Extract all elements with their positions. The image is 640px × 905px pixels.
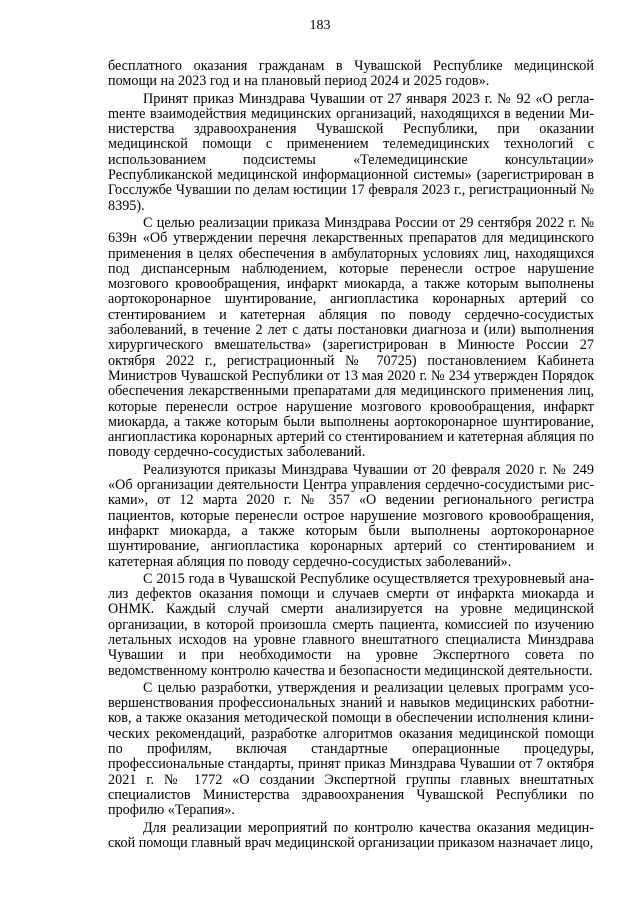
paragraph-defect-analysis: С 2015 года в Чувашской Республике осуществляется трехуровневый анализ дефектов оказания помощи и случаев смерти от инфаркта миокарда и ОНМК. Каждый случай смерти анализируется на уровне медицинской организации, в которой произошла смерть пациента, комиссией по изучению летальных исходов на уровне главного внештатного специалиста Минздрава Чувашии и при необходимости на уровне Экспертного совета по ведомственному контролю качества и безопасности медицинской деятельности.: [108, 570, 594, 679]
paragraph-order-92: Принят приказ Минздрава Чувашии от 27 января 2023 г. № 92 «О реглаmенте взаимодействия медицинских организаций, находящихся в ведении Министерства здравоохранения Чувашской Республики, при оказании медицинской помощи с применением телемедицинских технологий с использованием подсистемы «Телемедицинские консультации» Республиканской медицинской информационной системы» (зарегистрирован в Госслужбе Чувашии по делам юстиции 17 февраля 2023 г., регистрационный № 8395).: [108, 90, 594, 214]
paragraph-order-639n: С целью реализации приказа Минздрава России от 29 сентября 2022 г. № 639н «Об утверждении перечня лекарственных препаратов для медицинского применения в целях обеспечения в амбулаторных условиях лиц, находящихся под диспансерным наблюдением, которые перенесли острое нарушение мозгового кровообращения, инфаркт миокарда, а также которым выполнены аортокоронарное шунтирование, ангиопластика коронарных артерий со стентированием и катетерная абляция по поводу сердечно-сосудистых заболеваний, в течение 2 лет с даты постановки диагноза и (или) выполнения хирургического вмешательства» (зарегистрирован в Минюсте России 27 октября 2022 г., регистрационный № 70725) постановлением Кабинета Министров Чувашской Республики от 13 мая 2020 г. № 234 утвержден Порядок обеспечения лекарственными препаратами для медицинского применения лиц, которые перенесли острое нарушение мозгового кровообращения, инфаркт миокарда, а также которым были выполнены аортокоронарное шунтирование, ангиопластика коронарных артерий со стентированием и катетерная абляция по поводу сердечно-сосудистых заболеваний.: [108, 214, 594, 461]
paragraph-orders-249-357: Реализуются приказы Минздрава Чувашии от 20 февраля 2020 г. № 249 «Об организации деятельности Центра управления сердечно-сосудистыми рисками», от 12 марта 2020 г. № 357 «О ведении регионального регистра пациентов, которые перенесли острое нарушение мозгового кровообращения, инфаркт миокарда, а также которым были выполнены аортокоронарное шунтирование, ангиопластика коронарных артерий со стентированием и катетерная абляция по поводу сердечно-сосудистых заболеваний».: [108, 461, 594, 570]
paragraph-quality-control: Для реализации мероприятий по контролю качества оказания медицинской помощи главный врач медицинской организации приказом назначает лицо,: [108, 819, 594, 851]
page-number: 183: [309, 18, 331, 33]
paragraph-expert-group: С целью разработки, утверждения и реализации целевых программ усовершенствования профессиональных знаний и навыков медицинских работников, а также оказания методической помощи в обеспечении исполнения клинических рекомендаций, разработке алгоритмов оказания медицинской помощи по профилям, включая стандартные операционные процедуры, профессиональные стандарты, принят приказ Минздрава Чувашии от 7 октября 2021 г. № 1772 «О создании Экспертной группы главных внештатных специалистов Министерства здравоохранения Чувашской Республики по профилю «Терапия».: [108, 679, 594, 819]
paragraph-continuation: бесплатного оказания гражданам в Чувашской Республике медицинской помощи на 2023 год и на плановый период 2024 и 2025 годов».: [108, 58, 594, 90]
body-text: [108, 59, 594, 853]
